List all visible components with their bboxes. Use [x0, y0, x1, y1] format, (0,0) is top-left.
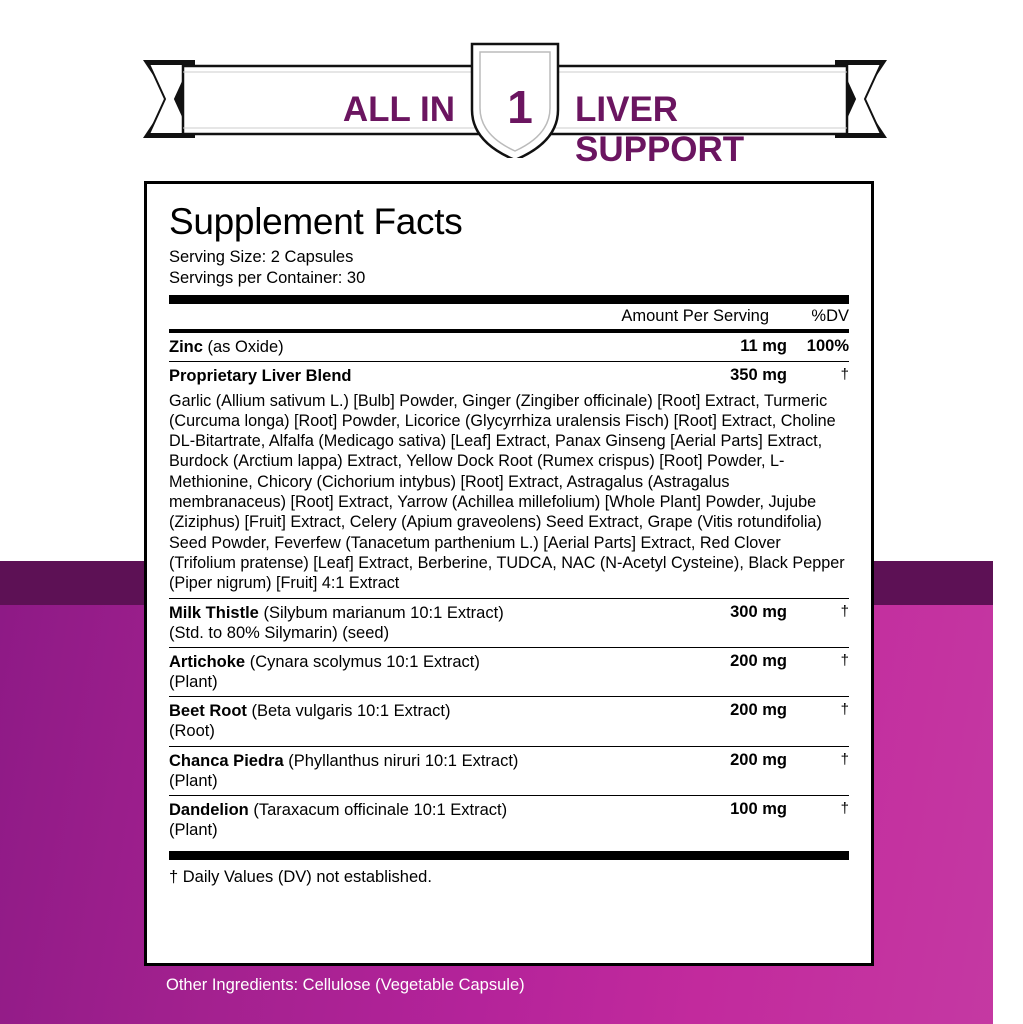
row-name-dandelion-bold: Dandelion [169, 800, 249, 819]
row-dv-artichoke: † [840, 652, 849, 670]
row-name-zinc-bold: Zinc [169, 338, 203, 357]
table-header-row [169, 304, 849, 329]
banner-ribbon [135, 38, 895, 169]
background-right-white-strip [993, 561, 1023, 1024]
banner-left-text: ALL IN [342, 90, 455, 129]
divider-thick-top [169, 295, 849, 304]
row-subline-beet-root: (Root) [169, 722, 215, 741]
servings-per-container-line: Servings per Container: 30 [169, 268, 366, 287]
header-amount-per-serving: Amount Per Serving [621, 307, 769, 326]
row-subline-artichoke: (Plant) [169, 673, 218, 692]
proprietary-blend-ingredients: Garlic (Allium sativum L.) [Bulb] Powder, Ginger (Zingiber officinale) [Root] Extract, Turmeric (Curcuma longa) [Root] Powder, Licorice (Glycyrrhiza uralensis Fisch) [Root] Extract, Choline DL-Bitartrate, Alfalfa (Medicago sativa) [Leaf] Extract, Panax Ginseng [Aerial Parts] Extract, Burdock (Arctium lappa) Extract, Yellow Dock Root (Rumex crispus) [Root] Powder, L-Methionine, Chicory (Cichorium intybus) [Root] Extract, Astragalus (Astragalus membranaceus) [Root] Extract, Yarrow (Achillea millefolium) [Whole Plant] Powder, Jujube (Ziziphus) [Fruit] Extract, Celery (Apium graveolens) Seed Extract, Grape (Vitis rotundifolia) Seed Powder, Feverfew (Tanacetum parthenium L.) [Aerial Parts] Extract, Red Clover (Trifolium pratense) [Leaf] Extract, Berberine, TUDCA, NAC (N-Acetyl Cysteine), Black Pepper (Piper nigrum) [Fruit] 4:1 Extract [169, 391, 845, 593]
row-name-milk-thistle-rest: (Silybum marianum 10:1 Extract) [258, 603, 504, 622]
daily-value-footnote: † Daily Values (DV) not established. [169, 868, 432, 887]
row-dv-dandelion: † [840, 799, 849, 817]
row-name-dandelion-rest: (Taraxacum officinale 10:1 Extract) [248, 800, 508, 819]
row-name-chanca-piedra-rest: (Phyllanthus niruri 10:1 Extract) [283, 751, 519, 770]
row-name-proprietary-blend [169, 366, 677, 386]
serving-size-line: Serving Size: 2 Capsules [169, 248, 354, 266]
table-row [169, 697, 849, 745]
row-name-artichoke [169, 652, 677, 692]
table-row [169, 796, 849, 844]
row-name-artichoke-bold: Artichoke [169, 653, 246, 672]
other-ingredients-line: Other Ingredients: Cellulose (Vegetable Capsule) [166, 976, 525, 994]
row-dv-zinc: 100% [806, 337, 849, 356]
banner-right-text: LIVER SUPPORT [575, 90, 745, 169]
row-amount-dandelion: 100 mg [730, 799, 787, 818]
row-subline-milk-thistle: (Std. to 80% Silymarin) (seed) [169, 623, 390, 642]
row-amount-blend: 350 mg [730, 366, 787, 385]
row-name-chanca-piedra-bold: Chanca Piedra [169, 751, 284, 770]
row-name-chanca-piedra [169, 751, 677, 791]
row-amount-zinc: 11 mg [740, 337, 787, 356]
row-name-artichoke-rest: (Cynara scolymus 10:1 Extract) [245, 653, 480, 672]
row-name-milk-thistle [169, 603, 677, 643]
row-dv-chanca-piedra: † [840, 750, 849, 768]
row-name-blend-bold: Proprietary Liver Blend [169, 367, 352, 386]
table-row [169, 747, 849, 795]
table-row [169, 599, 849, 647]
row-name-beet-root-rest: (Beta vulgaris 10:1 Extract) [246, 702, 451, 721]
table-row [169, 362, 849, 390]
row-amount-chanca-piedra: 200 mg [730, 750, 787, 769]
row-amount-beet-root: 200 mg [730, 701, 787, 720]
row-amount-artichoke: 200 mg [730, 652, 787, 671]
banner-shield-number: 1 [507, 81, 533, 133]
divider-thick-bottom [169, 851, 849, 860]
row-dv-milk-thistle: † [840, 602, 849, 620]
table-row [169, 333, 849, 361]
row-dv-blend: † [840, 366, 849, 384]
row-name-dandelion [169, 800, 677, 840]
row-name-beet-root-bold: Beet Root [169, 702, 247, 721]
row-subline-dandelion: (Plant) [169, 820, 218, 839]
row-name-beet-root [169, 701, 677, 741]
supplement-facts-title: Supplement Facts [169, 201, 463, 242]
header-percent-dv: %DV [811, 307, 849, 326]
row-name-zinc [169, 337, 677, 357]
row-name-zinc-rest: (as Oxide) [202, 338, 284, 357]
row-amount-milk-thistle: 300 mg [730, 602, 787, 621]
table-row [169, 648, 849, 696]
row-subline-chanca-piedra: (Plant) [169, 771, 218, 790]
supplement-facts-panel [144, 181, 874, 966]
row-name-milk-thistle-bold: Milk Thistle [169, 603, 259, 622]
row-dv-beet-root: † [840, 701, 849, 719]
